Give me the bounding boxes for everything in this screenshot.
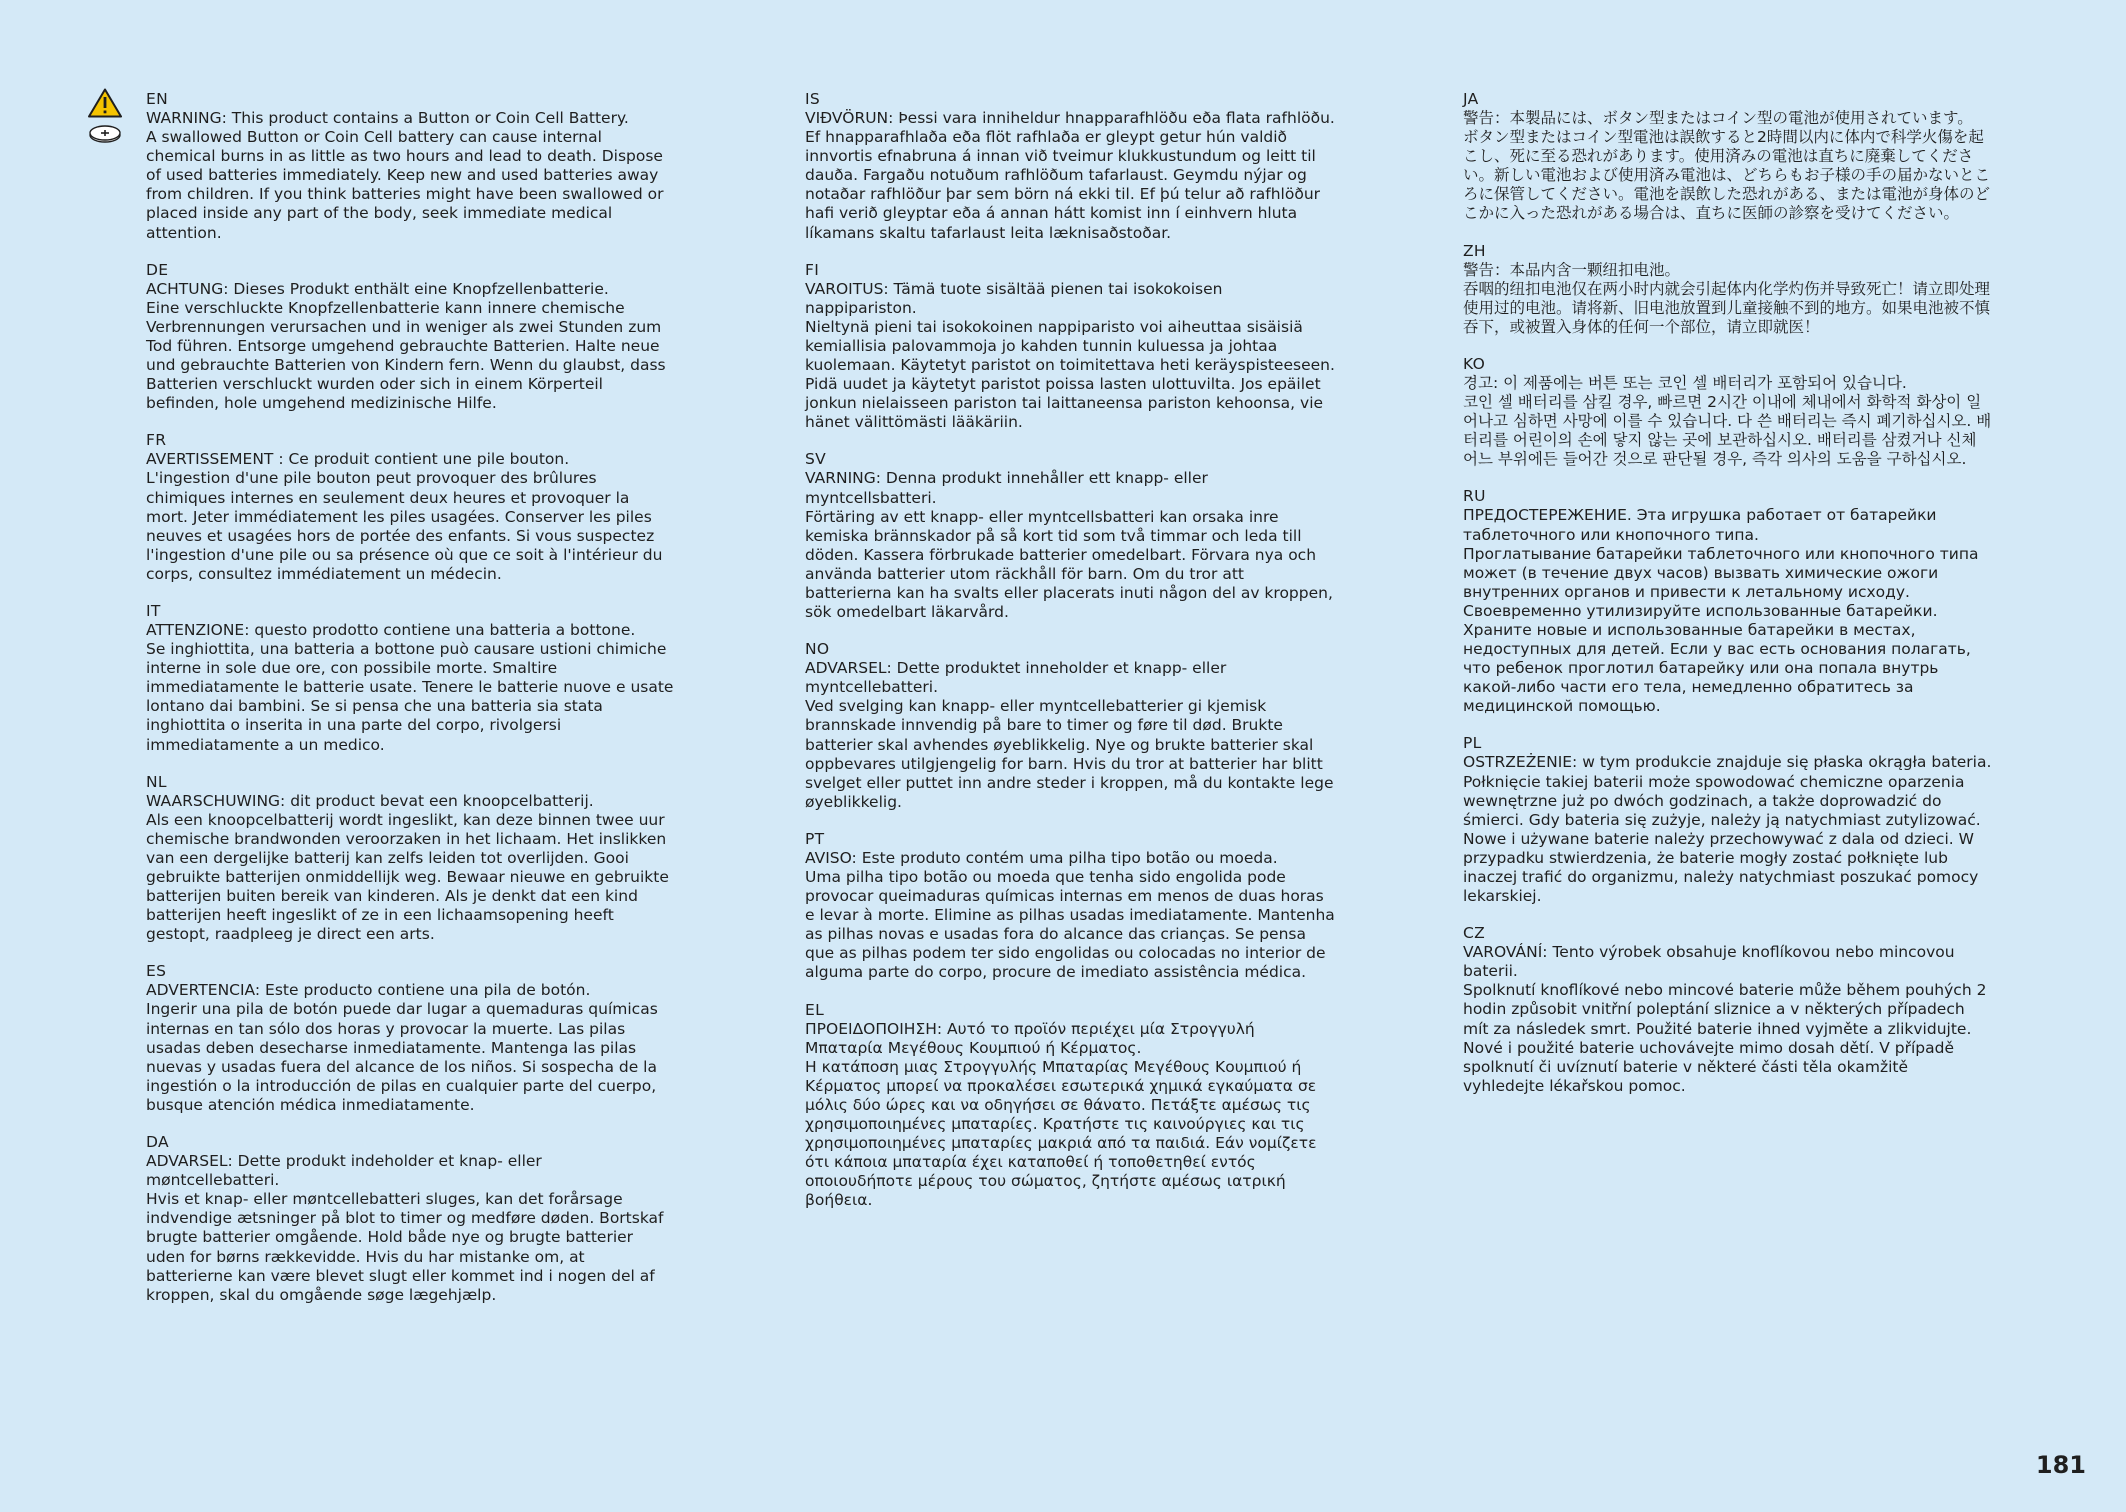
warning-block-is [805, 90, 1335, 243]
warning-text: WARNING: This product contains a Button or Coin Cell Battery. A swallowed Button or Coin Cell battery can cause internal chemical burns in as little as two hours and lead to death. Dispose of used batteries immediately. Keep new and used batteries away from children. If you think batteries might have been swallowed or placed inside any part of the body, seek immediate medical attention. [146, 109, 664, 242]
language-code: PL [1463, 734, 1482, 753]
language-code: DA [146, 1133, 169, 1152]
warning-text: OSTRZEŻENIE: w tym produkcie znajduje się płaska okrągła bateria. Połknięcie takiej baterii może spowodować chemiczne oparzenia wewnętrzne już po dwóch godzinach, a także doprowadzić do śmierci. Gdy bateria się zużyje, należy ją natychmiast zutylizować. Nowe i używane baterie należy przechowywać z dala od dzieci. W przypadku stwierdzenia, że baterie mogły zostać połknięte lub inaczej trafić do organizmu, należy natychmiast poszukać pomocy lekarskiej. [1463, 753, 1992, 906]
warning-block-no [805, 640, 1335, 812]
warnings-column-2 [805, 90, 1335, 1229]
warnings-column-1 [146, 90, 676, 1323]
warning-block-pl [1463, 734, 1993, 906]
language-code: KO [1463, 354, 1486, 373]
page-number: 181 [2035, 1451, 2086, 1479]
warning-text: AVISO: Este produto contém uma pilha tipo botão ou moeda. Uma pilha tipo botão ou moeda que tenha sido engolida pode provocar queimaduras químicas internas em menos de duas horas e levar à morte. Elimine as pilhas usadas imediatamente. Mantenha as pilhas novas e usadas fora do alcance das crianças. Se pensa que as pilhas podem ter sido engolidas ou colocadas no interior de alguma parte do corpo, procure de imediato assistência médica. [805, 848, 1335, 982]
warning-block-ja [1463, 90, 1993, 224]
warning-text: VARNING: Denna produkt innehåller ett knapp- eller myntcellsbatteri. Förtäring av ett knapp- eller myntcellsbatteri kan orsaka inre kemiska brännskador på så kort tid som två timmar och leda till döden. Kassera förbrukade batterier omedelbart. Förvara nya och använda batterier utom räckhåll för barn. Om du tror att batterierna kan ha svalts eller placerats inuti någon del av kroppen, sök omedelbart läkarvård. [805, 469, 1333, 622]
warning-block-el [805, 1001, 1335, 1211]
language-code: IT [146, 601, 161, 620]
warning-text: VIÐVÖRUN: Þessi vara inniheldur hnapparafhlöðu eða flata rafhlöðu. Ef hnapparafhlaða eða flöt rafhlaða er gleypt getur hún valdið innvortis efnabruna á innan við tveimur klukkustundum og leitt til dauða. Fargaðu notuðum rafhlöðum tafarlaust. Geymdu nýjar og notaðar rafhlöður þar sem börn ná ekki til. Ef þú telur að rafhlöður hafi verið gleyptar eða á annan hátt komist inn í einhvern hluta líkamans skaltu tafarlaust leita læknisaðstoðar. [805, 109, 1335, 242]
language-code: NO [805, 640, 830, 659]
warning-block-en [146, 90, 676, 243]
warning-text: ΠΡΟΕΙΔΟΠΟΙΗΣΗ: Αυτό το προϊόν περιέχει μία Στρογγυλή Μπαταρία Μεγέθους Κουμπιού ή Κέρματος. Η κατάποση μιας Στρογγυλής Μπαταρίας Μεγέθους Κουμπιού ή Κέρματος μπορεί να προκαλέσει εσωτερικά χημικά εγκαύματα σε μόλις δύο ώρες και να οδηγήσει σε θάνατο. Πετάξτε αμέσως τις χρησιμοποιημένες μπαταρίες. Κρατήστε τις καινούργιες και τις χρησιμοποιημένες μπαταρίες μακριά από τα παιδιά. Εάν νομίζετε ότι κάποια μπαταρία έχει καταποθεί ή τοποθετηθεί εντός οποιουδήποτε μέρους του σώματος, ζητήστε αμέσως ιατρική βοήθεια. [805, 1019, 1317, 1210]
warning-block-it [146, 602, 676, 755]
warning-text: WAARSCHUWING: dit product bevat een knoopcelbatterij. Als een knoopcelbatterij wordt ingeslikt, kan deze binnen twee uur chemische brandwonden veroorzaken in het lichaam. Het inslikken van een dergelijke batterij kan zelfs leiden tot overlijden. Gooi gebruikte batterijen onmiddellijk weg. Bewaar nieuwe en gebruikte batterijen buiten bereik van kinderen. Als je denkt dat een kind batterijen heeft ingeslikt of ze in een lichaamsopening heeft gestopt, raadpleeg je direct een arts. [146, 791, 669, 944]
language-code: JA [1463, 90, 1479, 108]
warning-block-zh [1463, 242, 1993, 337]
warning-text: ATTENZIONE: questo prodotto contiene una batteria a bottone. Se inghiottita, una batteria a bottone può causare ustioni chimiche interne in sole due ore, con possibile morte. Smaltire immediatamente le batterie usate. Tenere le batterie nuove e usate lontano dai bambini. Se si pensa che una batteria sia stata inghiottita o inserita in una parte del corpo, rivolgersi immediatamente a un medico. [146, 620, 674, 754]
language-code: PT [805, 829, 825, 848]
warning-block-fi [805, 261, 1335, 433]
warning-triangle-icon [88, 88, 124, 118]
warning-block-de [146, 261, 676, 414]
warning-block-nl [146, 773, 676, 945]
language-code: NL [146, 772, 167, 791]
warning-text: 警告：本品内含一颗纽扣电池。 吞咽的纽扣电池仅在两小时内就会引起体内化学灼伤并导致死亡！请立即处理使用过的电池。请将新、旧电池放置到儿童接触不到的地方。如果电池被不慎吞下，或被置入身体的任何一个部位，请立即就医！ [1463, 260, 1991, 336]
warning-block-cz [1463, 924, 1993, 1096]
language-code: ZH [1463, 241, 1486, 260]
language-code: ES [146, 962, 167, 981]
coin-cell-battery-icon [88, 124, 124, 144]
language-code: FI [805, 260, 820, 279]
language-code: SV [805, 450, 827, 469]
language-code: EL [805, 1000, 825, 1019]
warning-text: ПРЕДОСТЕРЕЖЕНИЕ. Эта игрушка работает от батарейки таблеточного или кнопочного типа. Проглатывание батарейки таблеточного или кнопочного типа может (в течение двух часов) вызвать химические ожоги внутренних органов и привести к летальному исходу. Своевременно утилизируйте использованные батарейки. Храните новые и использованные батарейки в местах, недоступных для детей. Если у вас есть основания полагать, что ребенок проглотил батарейку или она попала внутрь какой-либо части его тела, немедленно обратитесь за медицинской помощью. [1463, 506, 1979, 716]
warning-text: VAROITUS: Tämä tuote sisältää pienen tai isokokoisen nappipariston. Nieltynä pieni tai isokokoinen nappiparisto voi aiheuttaa sisäisiä kemiallisia palovammoja jo kahden tunnin kuluessa ja johtaa kuolemaan. Käytetyt paristot on toimitettava heti keräyspisteeseen. Pidä uudet ja käytetyt paristot poissa lasten ulottuvilta. Jos epäilet jonkun nielaisseen pariston tai laittaneensa pariston kehoonsa, vie hänet välittömästi lääkäriin. [805, 279, 1335, 432]
language-code: EN [146, 90, 168, 108]
warning-block-fr [146, 431, 676, 584]
warning-block-es [146, 962, 676, 1115]
warning-block-ru [1463, 487, 1993, 716]
warning-text: 警告：本製品には、ボタン型またはコイン型の電池が使用されています。 ボタン型またはコイン型電池は誤飲すると2時間以内に体内で科学火傷を起こし、死に至る恐れがあります。使用済みの電池は直ちに廃棄してください。新しい電池および使用済み電池は、どちらもお子様の手の届かないところに保管してください。電池を誤飲した恐れがある、または電池が身体のどこかに入った恐れがある場合は、直ちに医師の診察を受けてください。 [1463, 109, 1991, 223]
warning-text: 경고: 이 제품에는 버튼 또는 코인 셀 배터리가 포함되어 있습니다. 코인 셀 배터리를 삼킬 경우, 빠르면 2시간 이내에 체내에서 화학적 화상이 일어나고 심하면 사망에 이를 수 있습니다. 다 쓴 배터리는 즉시 폐기하십시오. 배터리를 어린이의 손에 닿지 않는 곳에 보관하십시오. 배터리를 삼켰거나 신체 어느 부위에든 들어간 것으로 판단될 경우, 즉각 의사의 도움을 구하십시오. [1463, 373, 1992, 469]
warning-block-pt [805, 830, 1335, 983]
warning-icons [88, 88, 124, 144]
warning-text: VAROVÁNÍ: Tento výrobek obsahuje knoflíkovou nebo mincovou baterii. Spolknutí knoflíkové nebo mincové baterie může během pouhých 2 hodin způsobit vnitřní poleptání sliznice a v některých případech mít za následek smrt. Použité baterie ihned vyjměte a zlikvidujte. Nové i použité baterie uchovávejte mimo dosah dětí. V případě spolknutí či uvíznutí baterie v některé části těla okamžitě vyhledejte lékařskou pomoc. [1463, 943, 1987, 1095]
warning-block-ko [1463, 355, 1993, 469]
warnings-column-3 [1463, 90, 1993, 1114]
warning-block-da [146, 1133, 676, 1305]
warning-text: ADVARSEL: Dette produkt indeholder et knap- eller møntcellebatteri. Hvis et knap- eller møntcellebatteri sluges, kan det forårsage indvendige ætsninger på blot to timer og medføre døden. Bortskaf brugte batterier omgående. Hold både nye og brugte batterier uden for børns rækkevidde. Hvis du har mistanke om, at batterierne kan være blevet slugt eller kommet ind i nogen del af kroppen, skal du omgående søge lægehjælp. [146, 1152, 664, 1304]
language-code: DE [146, 260, 169, 279]
language-code: IS [805, 90, 821, 108]
warning-text: AVERTISSEMENT : Ce produit contient une pile bouton. L'ingestion d'une pile bouton peut provoquer des brûlures chimiques internes en seulement deux heures et provoquer la mort. Jeter immédiatement les piles usagées. Conserver les piles neuves et usagées hors de portée des enfants. Si vous suspectez l'ingestion d'une pile ou sa présence où que ce soit à l'intérieur du corps, consultez immédiatement un médecin. [146, 450, 663, 583]
language-code: CZ [1463, 924, 1486, 943]
warning-text: ADVARSEL: Dette produktet inneholder et knapp- eller myntcellebatteri. Ved svelging kan knapp- eller myntcellebatterier gi kjemisk brannskade innvendig på bare to timer og føre til død. Brukte batterier skal avhendes øyeblikkelig. Nye og brukte batterier skal oppbevares utilgjengelig for barn. Hvis du tror at batterier har blitt svelget eller puttet inn andre steder i kroppen, må du kontakte lege øyeblikkelig. [805, 659, 1334, 811]
warning-text: ADVERTENCIA: Este producto contiene una pila de botón. Ingerir una pila de botón puede dar lugar a quemaduras químicas internas en tan sólo dos horas y provocar la muerte. Las pilas usadas deben desecharse inmediatamente. Mantenga las pilas nuevas y usadas fuera del alcance de los niños. Si sospecha de la ingestión o la introducción de pilas en cualquier parte del cuerpo, busque atención médica inmediatamente. [146, 981, 658, 1114]
language-code: FR [146, 431, 167, 450]
language-code: RU [1463, 487, 1486, 506]
warning-block-sv [805, 450, 1335, 622]
warning-text: ACHTUNG: Dieses Produkt enthält eine Knopfzellenbatterie. Eine verschluckte Knopfzellenbatterie kann innere chemische Verbrennungen verursachen und in weniger als zwei Stunden zum Tod führen. Entsorge umgehend gebrauchte Batterien. Halte neue und gebrauchte Batterien von Kindern fern. Wenn du glaubst, dass Batterien verschluckt wurden oder sich in einem Körperteil befinden, hole umgehend medizinische Hilfe. [146, 279, 666, 413]
